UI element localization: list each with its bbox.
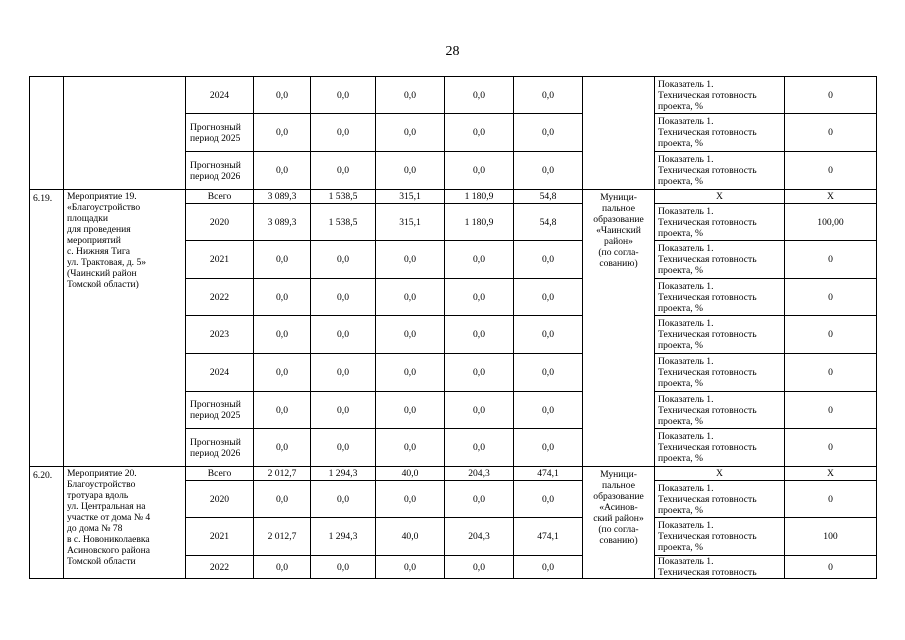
- value-cell-4: 0,0: [445, 152, 514, 190]
- program-table: [29, 76, 877, 579]
- value-cell-5: 0,0: [514, 279, 583, 316]
- value-cell-5: 0,0: [514, 556, 583, 579]
- item-number: 6.19.: [30, 190, 64, 467]
- value-cell-2: 0,0: [311, 429, 376, 467]
- indicator-value-cell: Х: [785, 190, 877, 204]
- value-cell-4: 1 180,9: [445, 204, 514, 241]
- value-cell-5: 474,1: [514, 518, 583, 556]
- value-cell-3: 0,0: [376, 392, 445, 429]
- value-cell-5: 0,0: [514, 392, 583, 429]
- indicator-cell: Показатель 1. Техническая готовность проекта, %: [655, 316, 785, 354]
- value-cell-1: 2 012,7: [254, 467, 311, 481]
- value-cell-2: 1 294,3: [311, 467, 376, 481]
- value-cell-5: 0,0: [514, 354, 583, 392]
- page-number: 28: [445, 44, 460, 59]
- year-cell: 2023: [186, 316, 254, 354]
- value-cell-2: 0,0: [311, 556, 376, 579]
- table-row-total: [30, 467, 877, 481]
- indicator-value-cell: 0: [785, 279, 877, 316]
- value-cell-4: 0,0: [445, 316, 514, 354]
- value-cell-5: 54,8: [514, 190, 583, 204]
- value-cell-1: 0,0: [254, 429, 311, 467]
- value-cell-5: 0,0: [514, 241, 583, 279]
- value-cell-5: 0,0: [514, 429, 583, 467]
- value-cell-4: 204,3: [445, 518, 514, 556]
- value-cell-4: 0,0: [445, 241, 514, 279]
- value-cell-2: 0,0: [311, 392, 376, 429]
- year-cell: 2021: [186, 241, 254, 279]
- value-cell-3: 0,0: [376, 241, 445, 279]
- indicator-value-cell: 0: [785, 241, 877, 279]
- value-cell-4: 204,3: [445, 467, 514, 481]
- indicator-value-cell: 0: [785, 316, 877, 354]
- year-cell: Прогнозный период 2025: [186, 392, 254, 429]
- indicator-cell: Х: [655, 467, 785, 481]
- value-cell-2: 0,0: [311, 279, 376, 316]
- year-cell: Всего: [186, 190, 254, 204]
- indicator-cell: Показатель 1. Техническая готовность проекта, %: [655, 204, 785, 241]
- responsible-party: Муници- пальное образование «Асинов- ский район» (по согла- сованию): [583, 467, 655, 579]
- indicator-cell: Показатель 1. Техническая готовность проекта, %: [655, 114, 785, 152]
- value-cell-2: 1 294,3: [311, 518, 376, 556]
- indicator-cell: Показатель 1. Техническая готовность проекта, %: [655, 481, 785, 518]
- value-cell-4: 0,0: [445, 279, 514, 316]
- indicator-value-cell: 0: [785, 354, 877, 392]
- value-cell-1: 0,0: [254, 556, 311, 579]
- item-name: Мероприятие 19. «Благоустройство площадки для проведения мероприятий с. Нижняя Тига ул. Трактовая, д. 5» (Чаинский район Томской области): [64, 190, 186, 467]
- year-cell: Всего: [186, 467, 254, 481]
- value-cell-3: 0,0: [376, 77, 445, 114]
- indicator-value-cell: 0: [785, 152, 877, 190]
- value-cell-4: 0,0: [445, 392, 514, 429]
- value-cell-3: 0,0: [376, 316, 445, 354]
- indicator-value-cell: 0: [785, 556, 877, 579]
- value-cell-4: 0,0: [445, 481, 514, 518]
- table-row: [30, 77, 877, 114]
- indicator-value-cell: 100: [785, 518, 877, 556]
- value-cell-5: 474,1: [514, 467, 583, 481]
- indicator-cell: Показатель 1. Техническая готовность проекта, %: [655, 279, 785, 316]
- value-cell-1: 3 089,3: [254, 204, 311, 241]
- value-cell-5: 0,0: [514, 152, 583, 190]
- value-cell-1: 0,0: [254, 241, 311, 279]
- item-number: 6.20.: [30, 467, 64, 579]
- indicator-value-cell: 0: [785, 481, 877, 518]
- indicator-value-cell: 0: [785, 114, 877, 152]
- indicator-cell: Показатель 1. Техническая готовность проекта, %: [655, 392, 785, 429]
- value-cell-3: 0,0: [376, 481, 445, 518]
- value-cell-1: 0,0: [254, 481, 311, 518]
- value-cell-2: 0,0: [311, 152, 376, 190]
- year-cell: 2020: [186, 481, 254, 518]
- responsible-cell: [583, 77, 655, 190]
- year-cell: Прогнозный период 2025: [186, 114, 254, 152]
- value-cell-1: 0,0: [254, 392, 311, 429]
- indicator-value-cell: Х: [785, 467, 877, 481]
- indicator-cell: Показатель 1. Техническая готовность проекта, %: [655, 77, 785, 114]
- value-cell-3: 315,1: [376, 190, 445, 204]
- value-cell-4: 0,0: [445, 114, 514, 152]
- year-cell: 2024: [186, 354, 254, 392]
- indicator-value-cell: 100,00: [785, 204, 877, 241]
- indicator-value-cell: 0: [785, 77, 877, 114]
- value-cell-5: 54,8: [514, 204, 583, 241]
- value-cell-5: 0,0: [514, 114, 583, 152]
- year-cell: 2024: [186, 77, 254, 114]
- year-cell: Прогнозный период 2026: [186, 152, 254, 190]
- indicator-cell: Показатель 1. Техническая готовность проекта, %: [655, 354, 785, 392]
- value-cell-1: 0,0: [254, 77, 311, 114]
- value-cell-2: 1 538,5: [311, 190, 376, 204]
- year-cell: 2022: [186, 556, 254, 579]
- year-cell: 2021: [186, 518, 254, 556]
- indicator-value-cell: 0: [785, 392, 877, 429]
- value-cell-5: 0,0: [514, 77, 583, 114]
- value-cell-2: 0,0: [311, 241, 376, 279]
- year-cell: 2020: [186, 204, 254, 241]
- indicator-cell: Показатель 1. Техническая готовность проекта, %: [655, 152, 785, 190]
- indicator-cell: Показатель 1. Техническая готовность: [655, 556, 785, 579]
- year-cell: Прогнозный период 2026: [186, 429, 254, 467]
- value-cell-1: 0,0: [254, 152, 311, 190]
- value-cell-4: 0,0: [445, 77, 514, 114]
- value-cell-1: 0,0: [254, 316, 311, 354]
- value-cell-2: 0,0: [311, 114, 376, 152]
- value-cell-3: 315,1: [376, 204, 445, 241]
- value-cell-1: 0,0: [254, 279, 311, 316]
- value-cell-5: 0,0: [514, 316, 583, 354]
- value-cell-4: 0,0: [445, 429, 514, 467]
- year-cell: 2022: [186, 279, 254, 316]
- indicator-value-cell: 0: [785, 429, 877, 467]
- value-cell-2: 0,0: [311, 77, 376, 114]
- value-cell-1: 0,0: [254, 354, 311, 392]
- value-cell-2: 0,0: [311, 316, 376, 354]
- value-cell-2: 0,0: [311, 354, 376, 392]
- value-cell-3: 0,0: [376, 354, 445, 392]
- item-name: Мероприятие 20. Благоустройство тротуара вдоль ул. Центральная на участке от дома № 4 до дома № 78 в с. Новониколаевка Асиновского района Томской области: [64, 467, 186, 579]
- indicator-cell: Показатель 1. Техническая готовность проекта, %: [655, 429, 785, 467]
- value-cell-1: 2 012,7: [254, 518, 311, 556]
- value-cell-5: 0,0: [514, 481, 583, 518]
- value-cell-2: 0,0: [311, 481, 376, 518]
- value-cell-3: 40,0: [376, 518, 445, 556]
- value-cell-4: 1 180,9: [445, 190, 514, 204]
- value-cell-4: 0,0: [445, 556, 514, 579]
- indicator-cell: Показатель 1. Техническая готовность проекта, %: [655, 518, 785, 556]
- value-cell-4: 0,0: [445, 354, 514, 392]
- responsible-party: Муници- пальное образование «Чаинский район» (по согла- сованию): [583, 190, 655, 467]
- item-name-cell: [64, 77, 186, 190]
- value-cell-1: 0,0: [254, 114, 311, 152]
- value-cell-3: 0,0: [376, 429, 445, 467]
- value-cell-3: 0,0: [376, 279, 445, 316]
- value-cell-2: 1 538,5: [311, 204, 376, 241]
- table-row-total: [30, 190, 877, 204]
- value-cell-3: 40,0: [376, 467, 445, 481]
- indicator-cell: Х: [655, 190, 785, 204]
- value-cell-3: 0,0: [376, 152, 445, 190]
- item-number-cell: [30, 77, 64, 190]
- value-cell-3: 0,0: [376, 556, 445, 579]
- value-cell-3: 0,0: [376, 114, 445, 152]
- value-cell-1: 3 089,3: [254, 190, 311, 204]
- indicator-cell: Показатель 1. Техническая готовность проекта, %: [655, 241, 785, 279]
